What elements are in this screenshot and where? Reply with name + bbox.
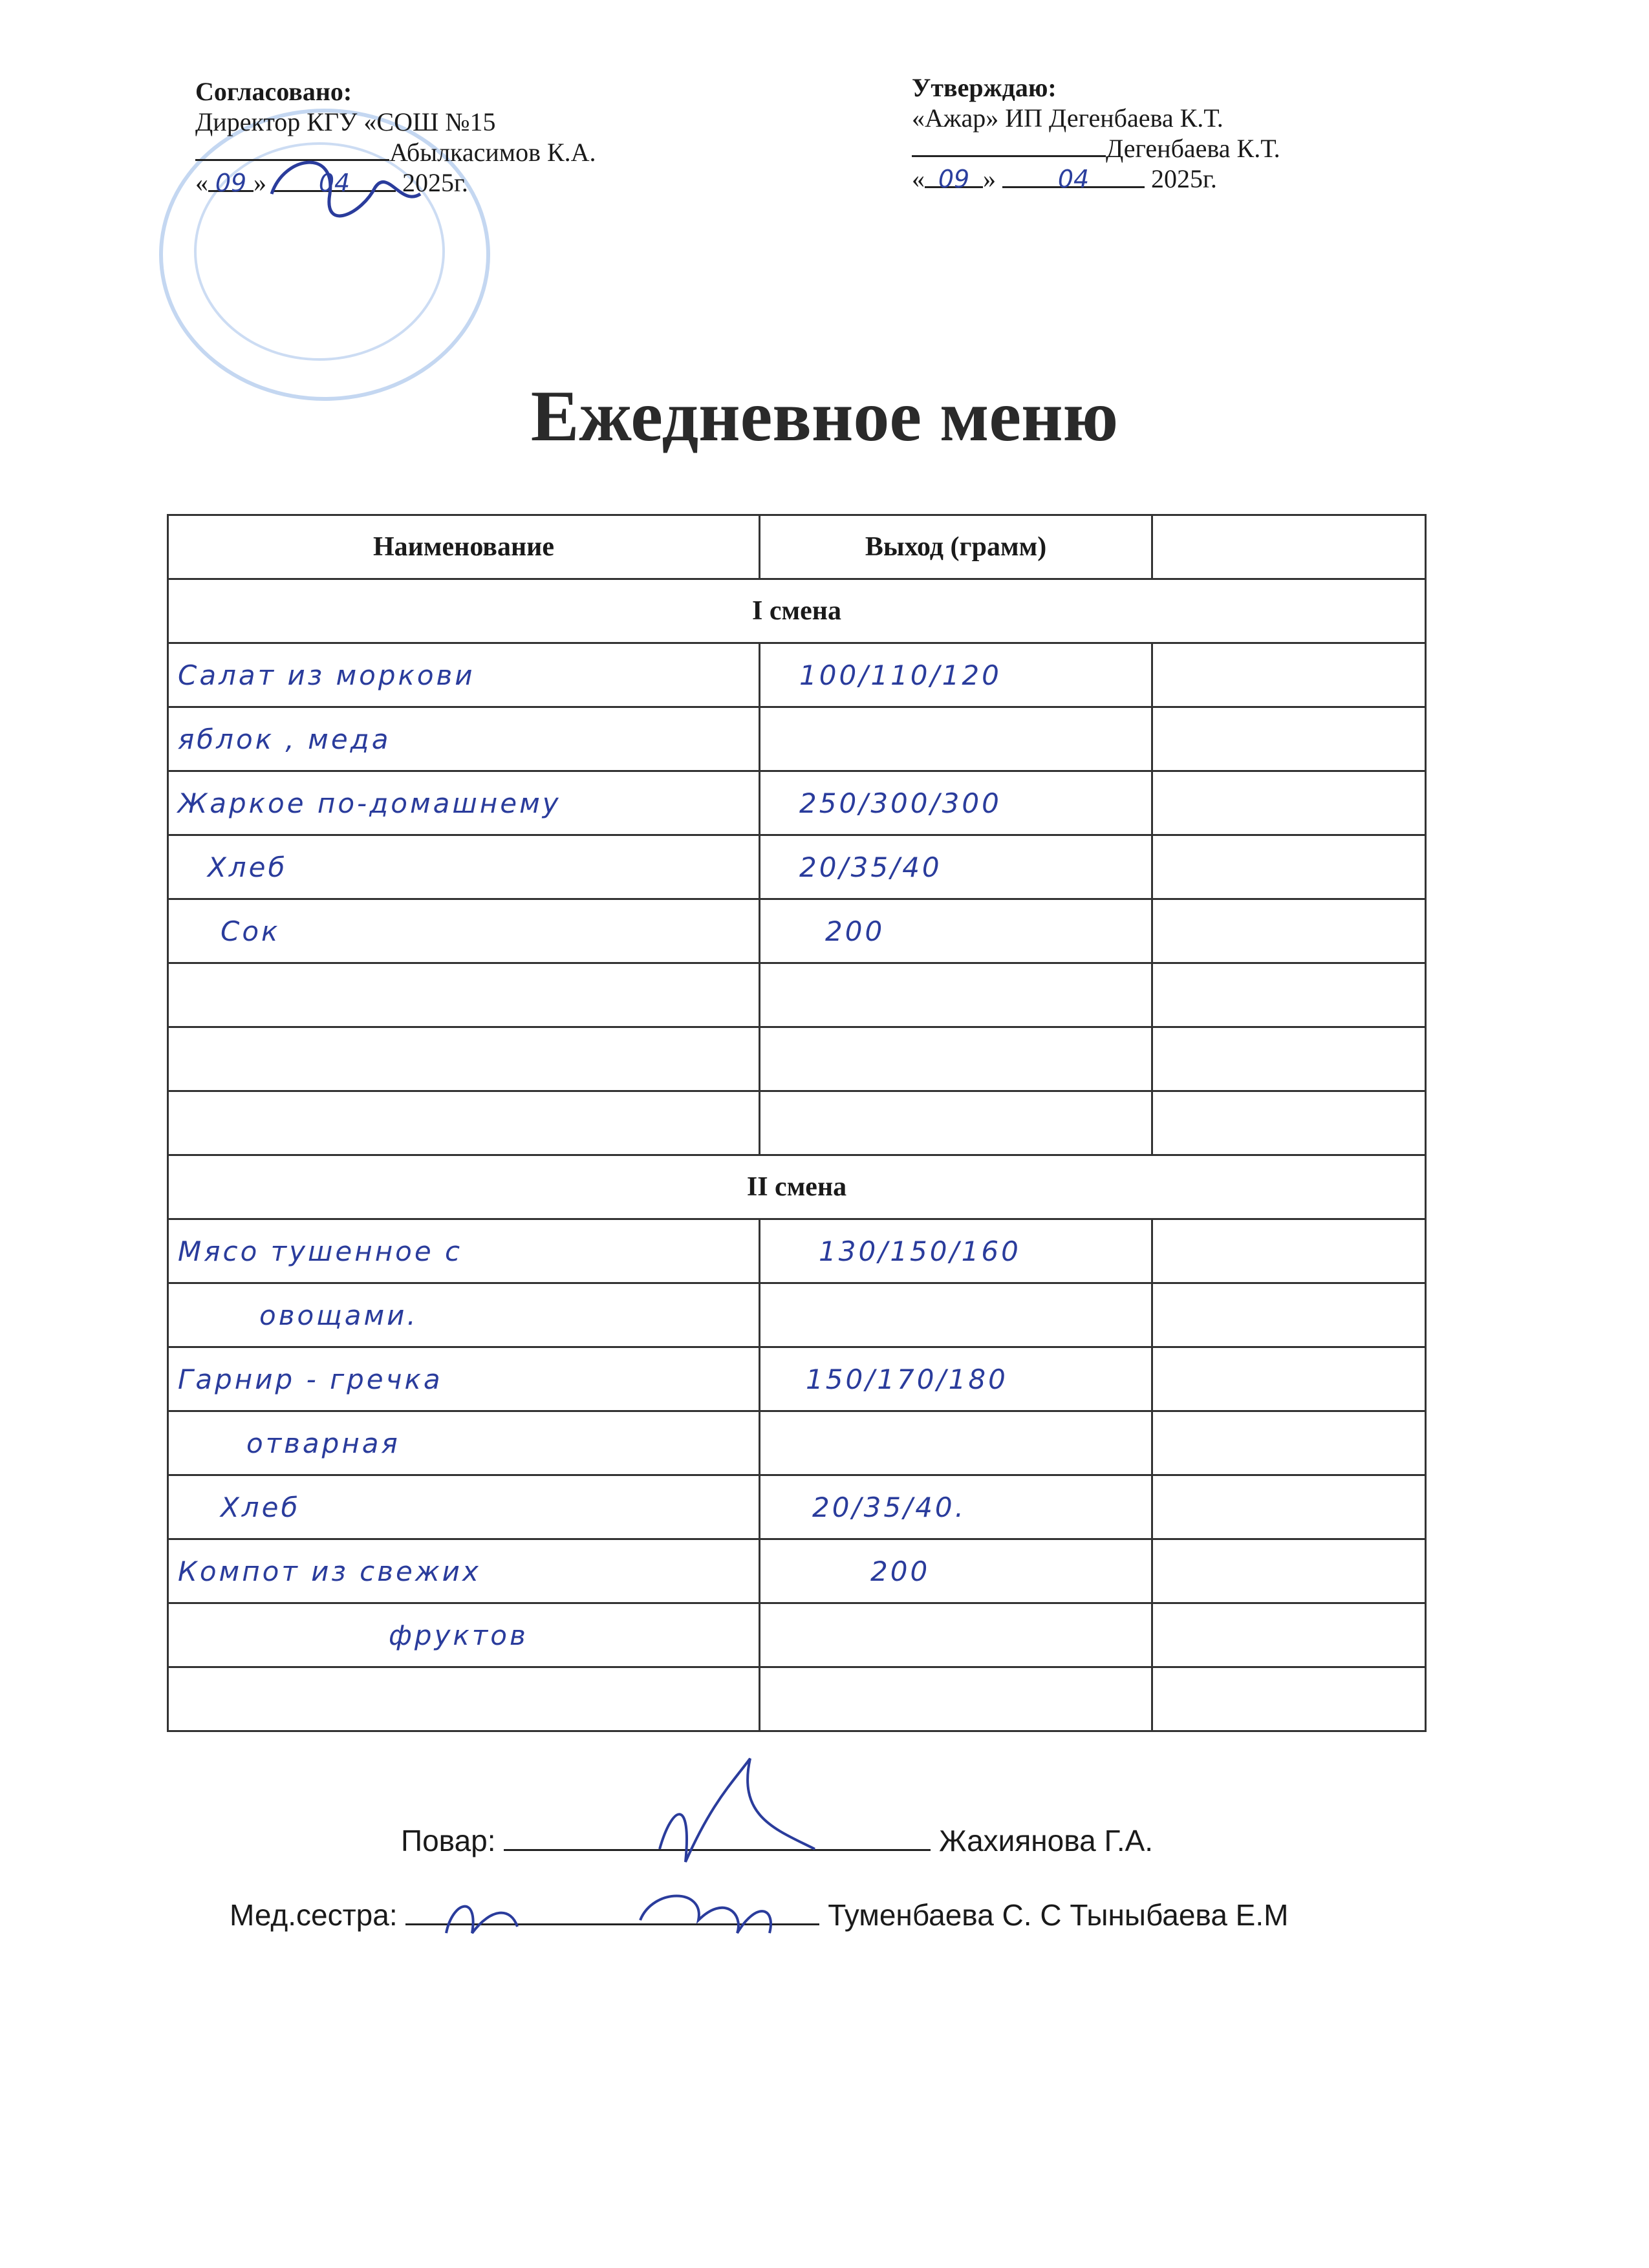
header-output: Выход (грамм) <box>760 515 1152 579</box>
dish-name: яблок , меда <box>168 707 760 771</box>
nurse-label: Мед.сестра: <box>230 1898 398 1932</box>
dish-output: 150/170/180 <box>760 1347 1152 1411</box>
header-name: Наименование <box>168 515 760 579</box>
confirm-heading: Утверждаю: <box>912 73 1057 102</box>
dish-output: 200 <box>760 899 1152 963</box>
dish-output: 250/300/300 <box>760 771 1152 835</box>
approved-name: Абылкасимов К.А. <box>389 138 596 167</box>
date-close-quote: » <box>253 168 266 197</box>
confirm-line1: «Ажар» ИП Дегенбаева К.Т. <box>912 103 1223 133</box>
dish-name: Хлеб <box>168 1475 760 1539</box>
dish-name: отварная <box>168 1411 760 1475</box>
dish-output: 20/35/40 <box>760 835 1152 899</box>
director-signature <box>272 162 420 216</box>
nurse-name: Туменбаева С. С Тыныбаева Е.М <box>828 1898 1289 1932</box>
dish-output: 100/110/120 <box>760 643 1152 707</box>
approved-year: 2025г. <box>402 168 468 197</box>
dish-name: Салат из моркови <box>168 643 760 707</box>
approved-day: 09 <box>208 168 253 192</box>
approved-month: 04 <box>273 168 396 192</box>
dish-name: Мясо тушенное с <box>168 1219 760 1283</box>
date-close-quote: » <box>983 164 996 193</box>
cook-label: Повар: <box>401 1824 496 1857</box>
dish-name: Сок <box>168 899 760 963</box>
dish-name: Жаркое по-домашнему <box>168 771 760 835</box>
shift1-label: I смена <box>168 579 1426 643</box>
approved-heading: Согласовано: <box>195 77 352 106</box>
nurse-signature-2 <box>640 1896 771 1934</box>
confirm-name: Дегенбаева К.Т. <box>1106 134 1280 163</box>
shift2-label: II смена <box>168 1155 1426 1219</box>
dish-name: Хлеб <box>168 835 760 899</box>
dish-name: Компот из свежих <box>168 1539 760 1603</box>
nurse-signature-1 <box>446 1907 517 1933</box>
dish-output: 20/35/40. <box>760 1475 1152 1539</box>
dish-output: 130/150/160 <box>760 1219 1152 1283</box>
date-open-quote: « <box>195 168 208 197</box>
confirm-year: 2025г. <box>1151 164 1217 193</box>
page-title: Ежедневное меню <box>530 376 1119 456</box>
cook-name: Жахиянова Г.А. <box>939 1824 1154 1857</box>
dish-name: фруктов <box>168 1603 760 1667</box>
cook-signature <box>660 1759 815 1862</box>
dish-name: Гарнир - гречка <box>168 1347 760 1411</box>
confirm-day: 09 <box>925 164 983 188</box>
confirm-month: 04 <box>1002 164 1145 188</box>
approved-line1: Директор КГУ «СОШ №15 <box>195 107 496 136</box>
dish-name: овощами. <box>168 1283 760 1347</box>
date-open-quote: « <box>912 164 925 193</box>
dish-output: 200 <box>760 1539 1152 1603</box>
